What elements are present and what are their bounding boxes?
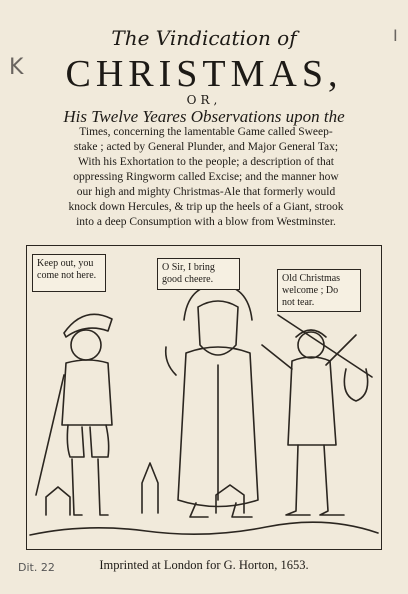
subtitle: His Twelve Yeares Observations upon the [63,107,345,126]
description-line: knock down Hercules, & trip up the heels of a Giant, strook [68,201,344,213]
speech-right-line: welcome ; Do [282,285,339,296]
or-word: OR, [186,93,222,107]
speech-right-line: not tear. [282,297,315,308]
speech-center-line: O Sir, I bring [162,262,215,273]
speech-right-line: Old Christmas [282,273,341,284]
margin-mark-top-right: I [393,26,398,45]
shelf-mark: Dit. 22 [18,561,55,574]
description-line: our high and mighty Christmas-Ale that formerly would [76,186,336,198]
speech-center-line: good cheere. [162,274,214,285]
description-line: With his Exhortation to the people; a description of that [78,156,334,168]
description-line: into a deep Consumption with a blow from Westminster. [76,216,336,228]
imprint: Imprinted at London for G. Horton, 1653. [99,558,309,572]
margin-mark-left: K [9,55,24,80]
title-line-1: The Vindication of [111,26,297,50]
description-line: oppressing Ringworm called Excise; and the manner how [73,171,339,183]
speech-bubble-left [32,254,106,292]
speech-bubble-center [157,258,240,290]
description-line: Times, concerning the lamentable Game called Sweep- [79,126,333,138]
speech-bubble-right [277,269,361,312]
title-line-2: CHRISTMAS, [65,53,343,95]
description-line: stake ; acted by General Plunder, and Major General Tax; [73,141,339,153]
speech-left-line: Keep out, you [37,258,94,269]
speech-left-line: come not here. [37,270,97,281]
